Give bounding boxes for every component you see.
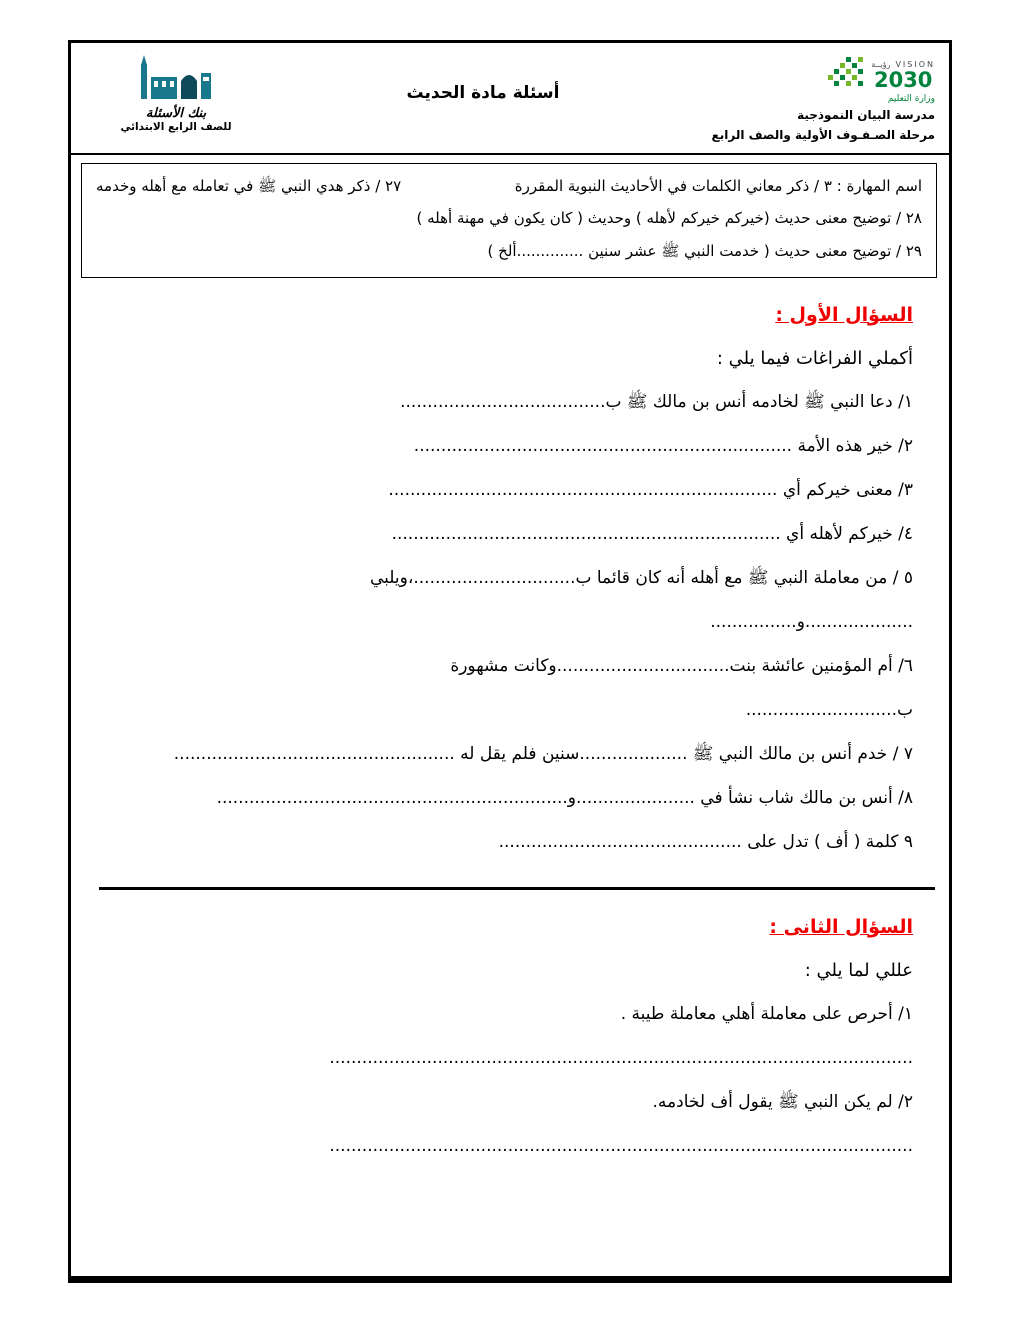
vision-pixels-icon <box>826 51 866 93</box>
question-bank-logo <box>91 51 261 133</box>
question-line: ٨/ أنس بن مالك شاب نشأ في ......................و................................................................. <box>216 787 913 808</box>
vision-word-label: VISION <box>895 59 935 69</box>
vision-arabic-label: رؤيــة <box>871 59 891 69</box>
answer-dots-line: ....................و................ <box>710 611 913 632</box>
vision-year-label: 2030 <box>873 67 933 92</box>
school-name: مدرسة البيان النموذجية <box>797 108 935 122</box>
question-line: ١/ أحرص على معاملة أهلي معاملة طيبة . <box>620 1003 913 1024</box>
skill-29-label: ٢٩ / توضيح معنى حديث ( خدمت النبي ﷺ عشر سنين ..............ألخ ) <box>487 241 922 260</box>
skills-row-1 <box>96 170 922 202</box>
ministry-name: وزارة التعليم <box>887 94 935 104</box>
bank-title: بنك الأسئلة <box>145 106 207 121</box>
skills-box <box>81 163 937 278</box>
section2-body <box>71 890 949 1157</box>
question-line: ٥ / من معاملة النبي ﷺ مع أهله أنه كان قائما ب..............................،ويلبي <box>370 567 913 588</box>
skill-27-label: ٢٧ / ذكر هدي النبي ﷺ في تعامله مع أهله وخدمه <box>96 177 402 195</box>
question-line: ٣/ معنى خيركم أي ........................................................................ <box>388 479 913 500</box>
question-line: ٧ / خدم أنس بن مالك النبي ﷺ ....................سنين فلم يقل له .................................................... <box>173 743 913 764</box>
page-title: أسئلة مادة الحديث <box>406 83 560 103</box>
question-line: ٢/ خير هذه الأمة ...................................................................... <box>413 435 913 456</box>
answer-dots-line: ب............................ <box>745 699 913 720</box>
question-line: ١/ دعا النبي ﷺ لخادمه أنس بن مالك ﷺ ب...................................... <box>400 391 913 412</box>
header <box>71 43 949 155</box>
question-line: ٢/ لم يكن النبي ﷺ يقول أف لخادمه. <box>652 1091 913 1112</box>
school-stage: مرحلة الصـفـوف الأولية والصف الرابع <box>711 127 935 142</box>
skill-28-label: ٢٨ / توضيح معنى حديث (خيركم خيركم لأهله ) وحديث ( كان يكون في مهنة أهله ) <box>416 209 922 228</box>
answer-dots-line: ............................................................................................................ <box>329 1047 913 1068</box>
page-frame <box>68 40 952 1283</box>
bank-grade: للصف الرابع الابتدائي <box>120 121 232 133</box>
section1-heading: السؤال الأول : <box>775 303 913 326</box>
question-line: ٤/ خيركم لأهله أي ........................................................................ <box>391 523 913 544</box>
section2-intro: عللي لما يلي : <box>804 959 913 981</box>
question-line: ٦/ أم المؤمنين عائشة بنت................................وكانت مشهورة <box>450 655 913 676</box>
vision-wordmark <box>871 54 935 91</box>
exam-body <box>71 278 949 853</box>
skill-name-label: اسم المهارة : ٣ / ذكر معاني الكلمات في الأحاديث النبوية المقررة <box>514 177 922 195</box>
answer-dots-line: ............................................................................................................ <box>329 1135 913 1156</box>
ministry-block <box>705 51 935 144</box>
vision-2030-logo <box>705 51 935 93</box>
question-line: ٩ كلمة ( أف ) تدل على ............................................. <box>498 831 913 852</box>
section1-intro: أكملي الفراغات فيما يلي : <box>716 347 913 369</box>
school-building-icon <box>133 86 219 105</box>
section2-heading: السؤال الثانى : <box>769 915 913 938</box>
